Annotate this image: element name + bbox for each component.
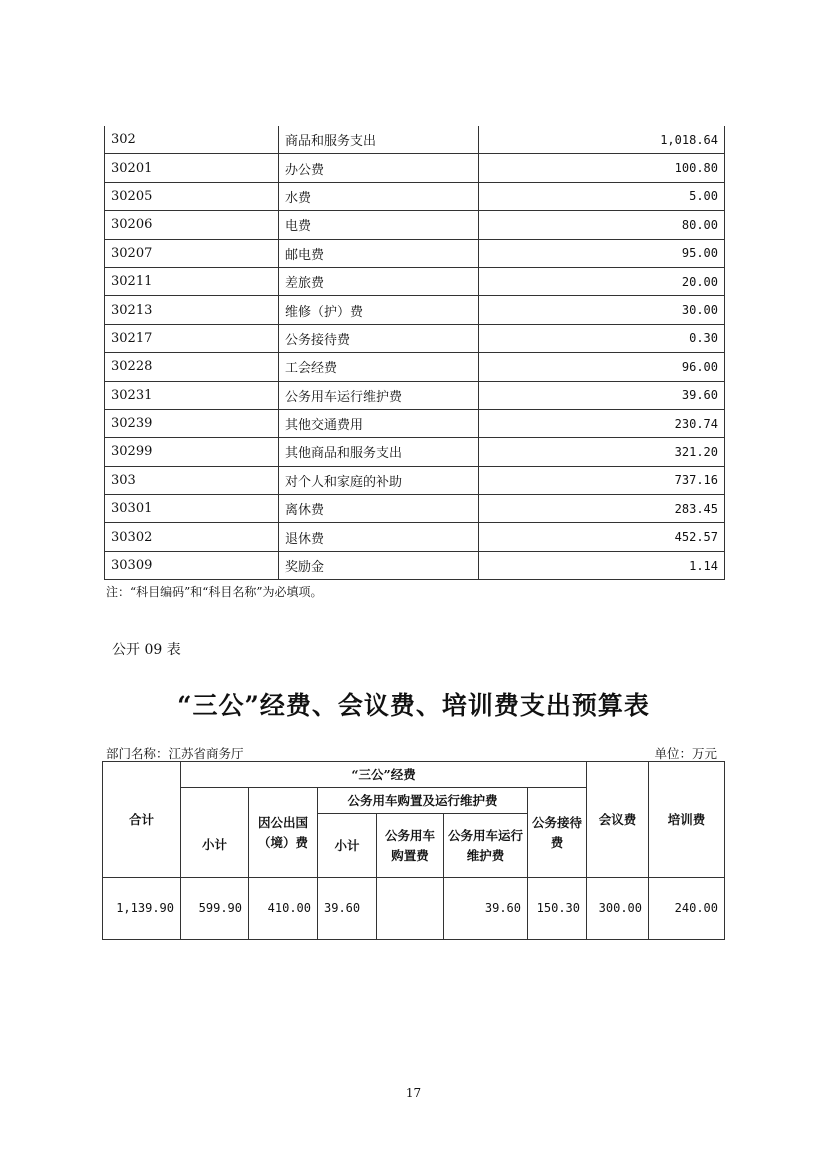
header-car-purchase: 公务用车购置费 [377,814,444,878]
row-amount: 0.30 [479,324,725,352]
department-name: 部门名称：江苏省商务厅 [106,746,244,761]
row-amount: 283.45 [479,495,725,523]
table-row [105,126,725,154]
table-row [105,267,725,295]
row-amount: 95.00 [479,239,725,267]
value-meeting: 300.00 [587,878,649,940]
header-car-group: 公务用车购置及运行维护费 [318,788,528,814]
header-car-maint: 公务用车运行维护费 [444,814,528,878]
row-amount: 321.20 [479,438,725,466]
row-name: 邮电费 [279,239,479,267]
value-reception: 150.30 [528,878,587,940]
row-name: 公务接待费 [279,324,479,352]
table-row [105,353,725,381]
row-name: 奖励金 [279,551,479,579]
row-name: 工会经费 [279,353,479,381]
row-code: 303 [105,466,279,494]
row-name: 其他交通费用 [279,409,479,437]
row-code: 30205 [105,182,279,210]
row-name: 其他商品和服务支出 [279,438,479,466]
row-code: 30211 [105,267,279,295]
value-car-purchase [377,878,444,940]
budget-table [102,761,725,940]
row-amount: 230.74 [479,409,725,437]
row-amount: 100.80 [479,154,725,182]
row-code: 30207 [105,239,279,267]
row-name: 维修（护）费 [279,296,479,324]
row-code: 30302 [105,523,279,551]
row-name: 电费 [279,211,479,239]
table-note: 注：“科目编码”和“科目名称”为必填项。 [106,585,323,599]
table-row [105,466,725,494]
row-amount: 5.00 [479,182,725,210]
row-code: 30239 [105,409,279,437]
table-row [105,239,725,267]
row-amount: 452.57 [479,523,725,551]
row-amount: 1,018.64 [479,126,725,154]
header-abroad: 因公出国（境）费 [249,788,318,878]
value-car-subtotal: 39.60 [318,878,377,940]
table-row [105,154,725,182]
row-amount: 20.00 [479,267,725,295]
row-name: 退休费 [279,523,479,551]
row-code: 30299 [105,438,279,466]
table-row [105,409,725,437]
page-title: “三公”经费、会议费、培训费支出预算表 [177,691,650,720]
row-code: 302 [105,126,279,154]
row-code: 30228 [105,353,279,381]
row-name: 公务用车运行维护费 [279,381,479,409]
row-amount: 30.00 [479,296,725,324]
value-training: 240.00 [649,878,725,940]
unit-label: 单位：万元 [654,746,717,761]
row-amount: 96.00 [479,353,725,381]
header-reception: 公务接待费 [528,788,587,878]
value-car-maint: 39.60 [444,878,528,940]
header-car-subtotal: 小计 [318,814,377,878]
table-row [105,551,725,579]
row-amount: 39.60 [479,381,725,409]
row-name: 差旅费 [279,267,479,295]
row-code: 30231 [105,381,279,409]
row-name: 办公费 [279,154,479,182]
row-code: 30301 [105,495,279,523]
row-name: 商品和服务支出 [279,126,479,154]
header-subtotal: 小计 [181,788,249,878]
header-sangong: “三公”经费 [181,762,587,788]
value-total: 1,139.90 [103,878,181,940]
expense-table [104,126,725,580]
header-meeting: 会议费 [587,762,649,878]
table-row [105,182,725,210]
value-abroad: 410.00 [249,878,318,940]
row-amount: 737.16 [479,466,725,494]
table-row [105,523,725,551]
table-row [105,296,725,324]
row-name: 水费 [279,182,479,210]
header-total: 合计 [103,762,181,878]
table-label: 公开 09 表 [112,642,181,658]
table-row [105,324,725,352]
row-code: 30201 [105,154,279,182]
row-code: 30206 [105,211,279,239]
row-code: 30213 [105,296,279,324]
row-code: 30217 [105,324,279,352]
row-amount: 80.00 [479,211,725,239]
table-row [105,381,725,409]
table-row [105,438,725,466]
row-name: 离休费 [279,495,479,523]
row-code: 30309 [105,551,279,579]
page-number: 17 [405,1086,422,1100]
value-subtotal: 599.90 [181,878,249,940]
table-row [105,211,725,239]
header-training: 培训费 [649,762,725,878]
table-row [105,495,725,523]
row-amount: 1.14 [479,551,725,579]
row-name: 对个人和家庭的补助 [279,466,479,494]
